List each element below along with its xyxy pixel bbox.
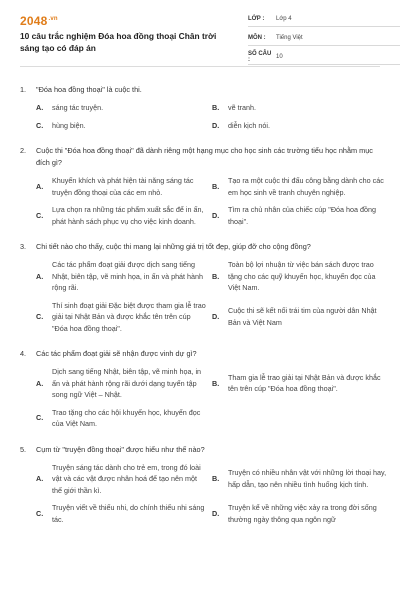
answer-text: Truyện kể về những việc xảy ra trong đời sống thường ngày thông qua ngôn ngữ bbox=[228, 503, 377, 524]
answer-text: Truyện sáng tác dành cho trẻ em, trong đó loài vật và các vật được nhân hoá để tạo nên một thế giới thần kì. bbox=[52, 462, 201, 495]
answer-text: Truyện có nhiều nhân vật với những lời thoại hay, hấp dẫn, tạo nên nhiều tình huống kịch tính. bbox=[228, 468, 387, 489]
answer-text: Lựa chọn ra những tác phẩm xuất sắc để in ấn, phát hành sách phục vụ cho việc kinh doanh. bbox=[52, 205, 204, 226]
logo-suffix: .vn bbox=[48, 16, 58, 22]
answer-text: Trao tặng cho các hội khuyến học, khuyến đọc của Việt Nam. bbox=[52, 407, 201, 428]
answer-option-b[interactable] bbox=[212, 175, 388, 198]
answer-text: Tham gia lễ trao giải tại Nhật Bản và được khắc tên trên cúp "Đóa hoa đồng thoại". bbox=[228, 372, 381, 394]
answer-option-d[interactable] bbox=[212, 204, 388, 227]
meta-row-class bbox=[248, 11, 400, 27]
answer-letter: B. bbox=[212, 103, 220, 112]
answer-letter: B. bbox=[212, 378, 220, 388]
answer-text: diễn kịch nói. bbox=[228, 120, 270, 130]
answer-text: Tạo ra một cuộc thi đấu công bằng dành cho các em học sinh về tranh chuyên nghiệp. bbox=[228, 176, 384, 197]
answer-option-b[interactable] bbox=[212, 259, 388, 294]
answer-letter: D. bbox=[212, 508, 220, 518]
question-stem bbox=[20, 84, 380, 96]
question-list bbox=[20, 76, 387, 525]
page-header bbox=[20, 0, 380, 76]
answer-option-d[interactable] bbox=[212, 502, 388, 525]
answer-option-a[interactable] bbox=[36, 366, 208, 401]
answer-letter: B. bbox=[212, 271, 220, 281]
answer-letter: C. bbox=[36, 120, 44, 130]
question-number: 3. bbox=[20, 242, 27, 251]
answer-option-a[interactable] bbox=[36, 462, 208, 497]
question-stem bbox=[20, 444, 380, 456]
question-5 bbox=[20, 444, 387, 526]
answer-letter: C. bbox=[36, 312, 44, 321]
answer-option-b[interactable] bbox=[212, 102, 388, 114]
question-number: 4. bbox=[20, 349, 27, 358]
answer-text: Dịch sang tiếng Nhật, biên tập, vẽ minh họa, in ấn và phát hành rộng rãi dưới dạng tuyển tập song ngữ Việt – Nhật. bbox=[52, 367, 202, 399]
answer-text: Tìm ra chủ nhân của chiếc cúp "Đóa hoa đồng thoại". bbox=[228, 205, 376, 226]
meta-value: Tiếng Việt bbox=[276, 34, 303, 41]
question-stem bbox=[20, 145, 380, 169]
answer-letter: C. bbox=[36, 210, 44, 220]
answer-letter: A. bbox=[36, 103, 44, 112]
meta-row-subject bbox=[248, 30, 400, 46]
answer-letter: B. bbox=[212, 474, 220, 483]
answer-letter: D. bbox=[212, 210, 220, 220]
meta-row-count bbox=[248, 49, 400, 65]
answer-option-b[interactable] bbox=[212, 366, 388, 401]
answer-option-d[interactable] bbox=[212, 300, 388, 335]
question-text: Chi tiết nào cho thấy, cuộc thi mang lại những giá trị tốt đẹp, giúp đỡ cho cộng đồng? bbox=[36, 242, 311, 251]
bottom-fade bbox=[0, 582, 400, 600]
answer-letter: C. bbox=[36, 508, 44, 518]
question-stem bbox=[20, 241, 380, 253]
answer-option-a[interactable] bbox=[36, 102, 208, 114]
question-2 bbox=[20, 145, 384, 227]
answer-letter: A. bbox=[36, 271, 44, 281]
answer-options bbox=[20, 102, 380, 131]
answer-options bbox=[20, 462, 387, 526]
answer-text: sáng tác truyện. bbox=[52, 103, 104, 112]
answer-option-c[interactable] bbox=[36, 407, 208, 430]
answer-text: Thí sinh đoạt giải Đặc biệt được tham gia lễ trao giải tại Nhật Bản và được khắc tên trên cúp "Đóa hoa đồng thoại". bbox=[52, 300, 206, 333]
answer-option-a[interactable] bbox=[36, 259, 208, 294]
logo-number: 2048 bbox=[20, 14, 48, 28]
answer-letter: A. bbox=[36, 181, 44, 191]
question-3 bbox=[20, 241, 380, 334]
answer-option-d[interactable] bbox=[212, 120, 388, 132]
answer-letter: D. bbox=[212, 120, 220, 130]
question-4 bbox=[20, 348, 380, 430]
question-number: 2. bbox=[20, 146, 27, 155]
answer-text: Truyện viết về thiếu nhi, do chính thiếu nhi sáng tác. bbox=[52, 503, 205, 524]
answer-text: Toàn bộ lợi nhuận từ việc bán sách được trao tặng cho các quỹ khuyến học, khuyến đọc của Việt Nam. bbox=[228, 260, 376, 292]
question-text: Cuộc thi "Đóa hoa đồng thoại" đã dành riêng một hạng mục cho học sinh các trường tiểu học nhằm mục đích gì? bbox=[36, 146, 373, 167]
question-text: "Đóa hoa đồng thoại" là cuộc thi. bbox=[36, 85, 142, 94]
meta-value: Lớp 4 bbox=[276, 15, 292, 22]
meta-info bbox=[248, 11, 400, 65]
header-divider bbox=[20, 66, 380, 67]
question-number: 5. bbox=[20, 444, 27, 454]
question-text: Các tác phẩm đoạt giải sẽ nhận được vinh dự gì? bbox=[36, 349, 197, 358]
answer-option-b[interactable] bbox=[212, 462, 388, 497]
answer-text: vẽ tranh. bbox=[228, 103, 256, 112]
answer-letter: D. bbox=[212, 312, 220, 321]
answer-letter: C. bbox=[36, 413, 44, 423]
answer-options bbox=[20, 259, 380, 334]
page-title: 10 câu trắc nghiệm Đóa hoa đồng thoại Chân trời sáng tạo có đáp án bbox=[20, 31, 217, 53]
answer-option-c[interactable] bbox=[36, 204, 208, 227]
answer-option-c[interactable] bbox=[36, 300, 208, 335]
answer-options bbox=[20, 175, 384, 227]
meta-label: MÔN : bbox=[248, 34, 266, 41]
meta-label: SỐ CÂU : bbox=[248, 50, 272, 63]
answer-option-c[interactable] bbox=[36, 502, 208, 525]
answer-options bbox=[20, 366, 380, 430]
meta-label: LỚP : bbox=[248, 15, 265, 22]
answer-option-a[interactable] bbox=[36, 175, 208, 198]
answer-text: Khuyến khích và phát hiện tài năng sáng tác truyện đồng thoại của các em nhỏ. bbox=[52, 176, 194, 197]
answer-text: Cuộc thi sẽ kết nối trái tim của người dân Nhật Bản và Việt Nam bbox=[228, 306, 377, 327]
answer-letter: B. bbox=[212, 181, 220, 191]
question-stem bbox=[20, 348, 380, 360]
answer-text: Các tác phẩm đoạt giải được dịch sang tiếng Nhật, biên tập, vẽ minh họa, in ấn và phát hành rộng rãi. bbox=[52, 260, 204, 292]
answer-letter: A. bbox=[36, 474, 44, 483]
question-number: 1. bbox=[20, 85, 27, 94]
site-logo[interactable] bbox=[20, 14, 58, 28]
meta-value: 10 bbox=[276, 53, 283, 60]
question-1 bbox=[20, 84, 380, 131]
answer-letter: A. bbox=[36, 378, 44, 388]
answer-text: hùng biện. bbox=[52, 120, 86, 130]
answer-option-c[interactable] bbox=[36, 120, 208, 132]
question-text: Cụm từ "truyện đồng thoại" được hiểu như thế nào? bbox=[36, 444, 205, 454]
